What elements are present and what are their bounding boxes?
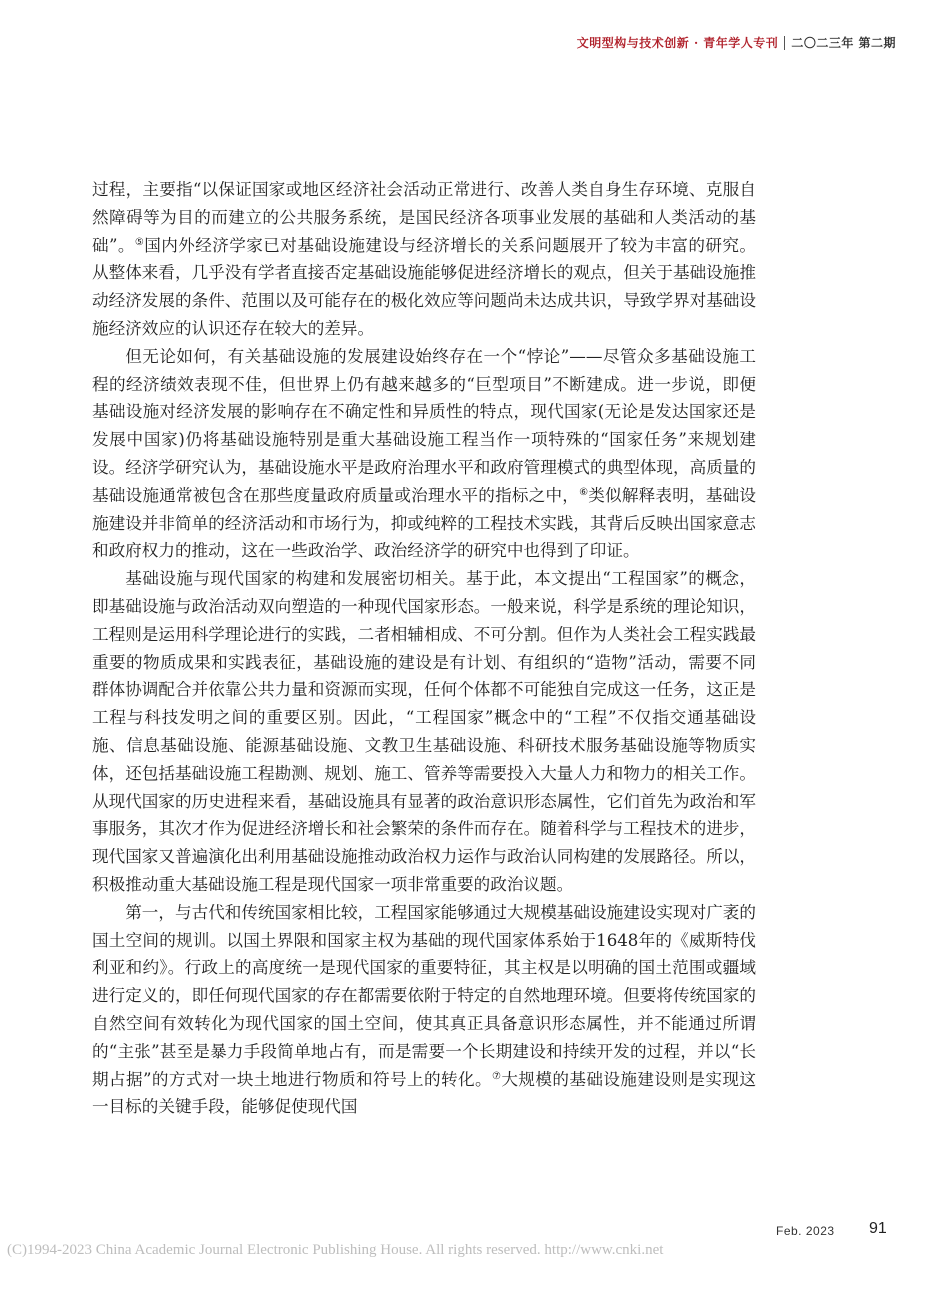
- issue-label: 二〇二三年 第二期: [791, 36, 896, 50]
- paragraph-2: [92, 343, 756, 565]
- paragraph-text: 第一，与古代和传统国家相比较，工程国家能够通过大规模基础设施建设实现对广袤的国土空间的规训。以国土界限和国家主权为基础的现代国家体系始于1648年的《威斯特伐利亚和约》。行政上的高度统一是现代国家的重要特征，其主权是以明确的国土范围或疆域进行定义的，即任何现代国家的存在都需要依附于特定的自然地理环境。但要将传统国家的自然空间有效转化为现代国家的国土空间，使其真正具备意识形态属性，并不能通过所谓的“主张”甚至是暴力手段简单地占有，而是需要一个长期建设和持续开发的过程，并以“长期占据”的方式对一块土地进行物质和符号上的转化。: [92, 902, 756, 1089]
- paragraph-text: 过程，主要指“以保证国家或地区经济社会活动正常进行、改善人类自身生存环境、克服自然障碍等为目的而建立的公共服务系统，是国民经济各项事业发展的基础和人类活动的基础”。: [92, 180, 756, 255]
- paragraph-text: 国内外经济学家已对基础设施建设与经济增长的关系问题展开了较为丰富的研究。从整体来看，几乎没有学者直接否定基础设施能够促进经济增长的观点，但关于基础设施推动经济发展的条件、范围以及可能存在的极化效应等问题尚未达成共识，导致学界对基础设施经济效应的认识还存在较大的差异。: [92, 235, 756, 338]
- footnote-ref-7[interactable]: ⑦: [491, 1070, 502, 1082]
- footnote-ref-5[interactable]: ⑤: [134, 236, 145, 248]
- header-divider: [784, 36, 785, 50]
- paragraph-text: 大规模的基础设施建设则是实现这一目标的关键手段，能够促使现代国: [92, 1069, 757, 1117]
- running-header: [577, 34, 896, 51]
- footer-date: Feb. 2023: [776, 1224, 835, 1238]
- article-body: [92, 176, 756, 1121]
- copyright-watermark: (C)1994-2023 China Academic Journal Electronic Publishing House. All rights reserved. http://www.cnki.net: [7, 1242, 664, 1258]
- paragraph-text: 类似解释表明，基础设施建设并非简单的经济活动和市场行为，抑或纯粹的工程技术实践，其背后反映出国家意志和政府权力的推动，这在一些政治学、政治经济学的研究中也得到了印证。: [92, 485, 757, 561]
- paragraph-1: [92, 176, 756, 343]
- paragraph-text: 但无论如何，有关基础设施的发展建设始终存在一个“悖论”——尽管众多基础设施工程的经济绩效表现不佳，但世界上仍有越来越多的“巨型项目”不断建成。进一步说，即便基础设施对经济发展的影响存在不确定性和异质性的特点，现代国家(无论是发达国家还是发展中国家)仍将基础设施特别是重大基础设施工程当作一项特殊的“国家任务”来规划建设。经济学研究认为，基础设施水平是政府治理水平和政府管理模式的典型体现，高质量的基础设施通常被包含在那些度量政府质量或治理水平的指标之中，: [92, 346, 756, 505]
- paragraph-4: [92, 899, 756, 1121]
- paragraph-3: 基础设施与现代国家的构建和发展密切相关。基于此，本文提出“工程国家”的概念，即基础设施与政治活动双向塑造的一种现代国家形态。一般来说，科学是系统的理论知识，工程则是运用科学理论进行的实践，二者相辅相成、不可分割。但作为人类社会工程实践最重要的物质成果和实践表征，基础设施的建设是有计划、有组织的“造物”活动，需要不同群体协调配合并依靠公共力量和资源而实现，任何个体都不可能独自完成这一任务，这正是工程与科技发明之间的重要区别。因此，“工程国家”概念中的“工程”不仅指交通基础设施、信息基础设施、能源基础设施、文教卫生基础设施、科研技术服务基础设施等物质实体，还包括基础设施工程勘测、规划、施工、管养等需要投入大量人力和物力的相关工作。从现代国家的历史进程来看，基础设施具有显著的政治意识形态属性，它们首先为政治和军事服务，其次才作为促进经济增长和社会繁荣的条件而存在。随着科学与工程技术的进步，现代国家又普遍演化出利用基础设施推动政治权力运作与政治认同构建的发展路径。所以，积极推动重大基础设施工程是现代国家一项非常重要的政治议题。: [92, 569, 756, 894]
- footnote-ref-6[interactable]: ⑥: [579, 486, 589, 498]
- journal-title: 文明型构与技术创新 · 青年学人专刊: [576, 36, 779, 50]
- page-number: 91: [869, 1220, 887, 1237]
